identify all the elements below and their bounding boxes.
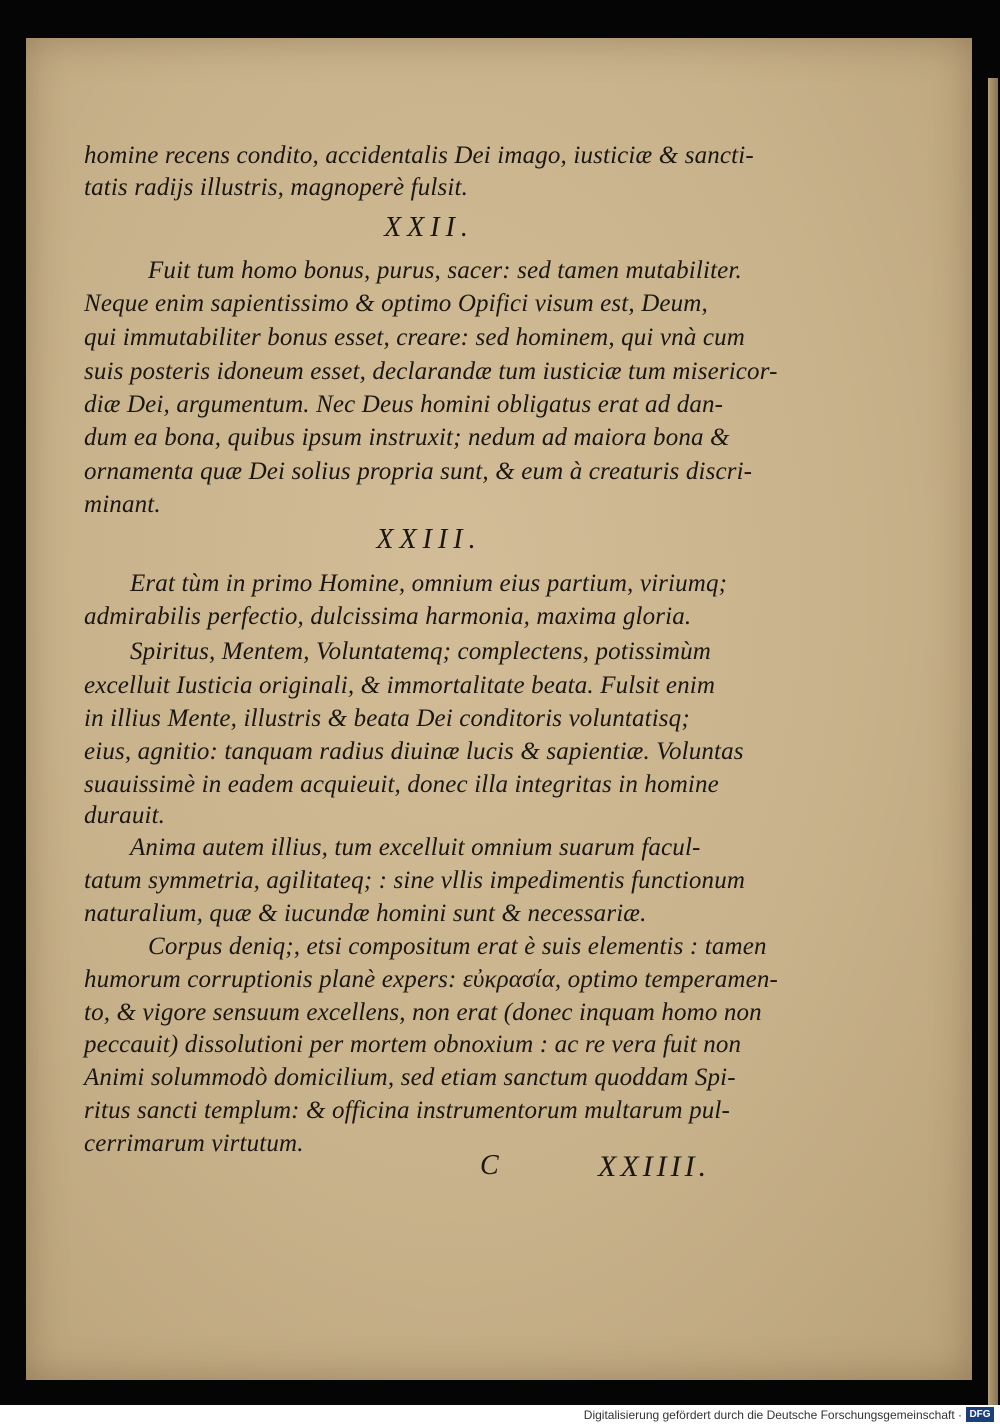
text-line: peccauit) dissolutioni per mortem obnoxium : ac re vera fuit non [84,1031,742,1058]
footer-credit: Digitalisierung gefördert durch die Deutsche Forschungsgemeinschaft · [583,1408,962,1422]
text-line: Animi solummodò domicilium, sed etiam sanctum quoddam Spi- [84,1064,736,1091]
text-line: ornamenta quæ Dei solius propria sunt, & eum à creaturis discri- [84,458,753,485]
text-line: dum ea bona, quibus ipsum instruxit; nedum ad maiora bona & [84,424,730,451]
text-line: tatum symmetria, agilitateq; : sine vllis impedimentis functionum [84,867,746,894]
text-line: Anima autem illius, tum excelluit omnium suarum facul- [130,834,701,861]
text-line: minant. [84,491,161,518]
text-line: in illius Mente, illustris & beata Dei conditoris voluntatisq; [84,705,690,732]
catchword: XXIIII. [598,1150,711,1183]
text-line: diæ Dei, argumentum. Nec Deus homini obligatus erat ad dan- [84,391,724,418]
text-line: humorum corruptionis planè expers: εὐκρασία, optimo temperamen- [84,966,778,993]
page-edge [988,78,998,1418]
text-line: qui immutabiliter bonus esset, creare: sed hominem, qui vnà cum [84,324,745,351]
text-line: Spiritus, Mentem, Voluntatemq; complectens, potissimùm [130,638,711,665]
text-line: admirabilis perfectio, dulcissima harmonia, maxima gloria. [84,603,692,630]
text-line: durauit. [84,802,166,829]
text-line: ritus sancti templum: & officina instrumentorum multarum pul- [84,1097,730,1124]
text-line: Neque enim sapientissimo & optimo Opifici visum est, Deum, [84,290,708,317]
text-line: to, & vigore sensuum excellens, non erat (donec inquam homo non [84,999,762,1026]
dfg-logo-icon: DFG [966,1407,994,1422]
text-line: Fuit tum homo bonus, purus, sacer: sed tamen mutabiliter. [148,257,742,284]
text-line: eius, agnitio: tanquam radius diuinæ lucis & sapientiæ. Voluntas [84,738,744,765]
text-line: excelluit Iusticia originali, & immortalitate beata. Fulsit enim [84,672,716,699]
text-line: tatis radijs illustris, magnoperè fulsit. [84,174,468,201]
text-line: cerrimarum virtutum. [84,1130,304,1157]
section-heading: XXII. [384,212,474,243]
section-heading: XXIII. [376,524,482,555]
text-line: Corpus deniq;, etsi compositum erat è suis elementis : tamen [148,933,767,960]
text-line: suis posteris idoneum esset, declarandæ tum iusticiæ tum misericor- [84,358,778,385]
text-line: homine recens condito, accidentalis Dei imago, iusticiæ & sancti- [84,142,754,169]
footer-bar [0,1405,1000,1426]
signature-mark: C [480,1150,499,1181]
text-line: suauissimè in eadem acquieuit, donec illa integritas in homine [84,771,719,798]
text-line: naturalium, quæ & iucundæ homini sunt & necessariæ. [84,900,647,927]
text-line: Erat tùm in primo Homine, omnium eius partium, viriumq; [130,570,728,597]
